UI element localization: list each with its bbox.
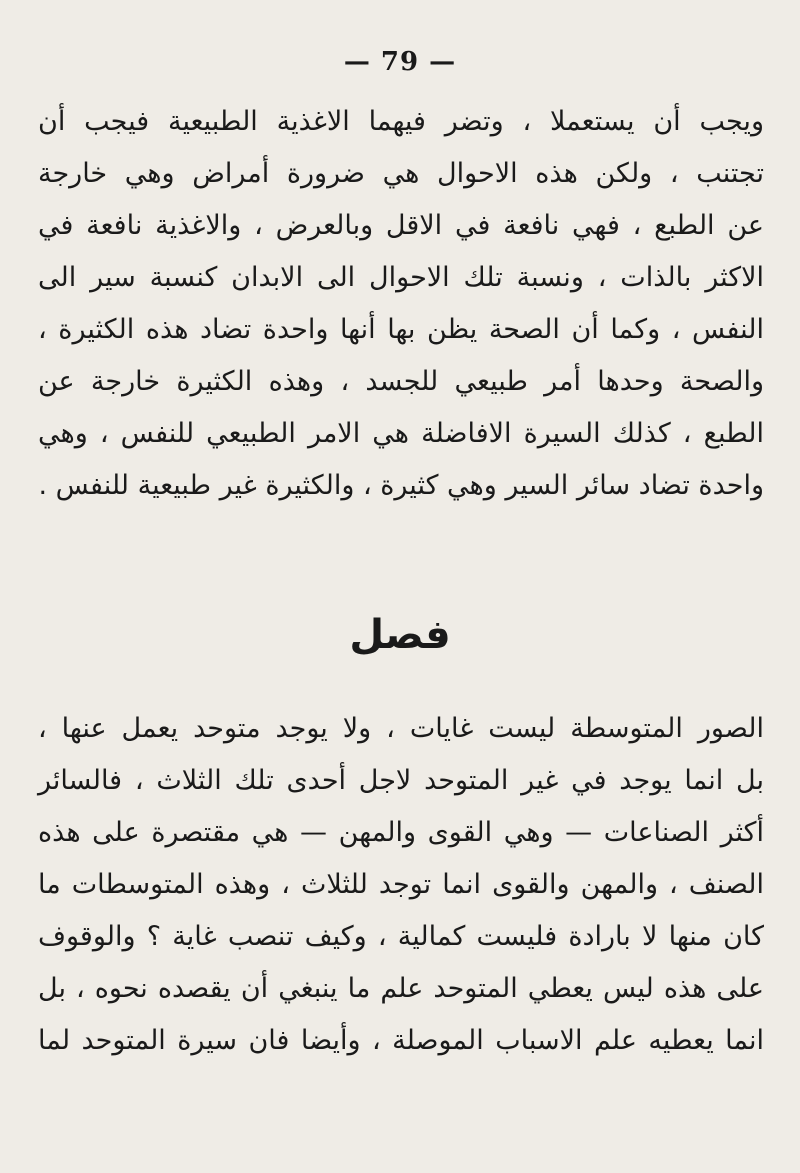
text-line: الصور المتوسطة ليست غايات ، ولا يوجد متوحد يعمل عنها ،: [38, 713, 764, 744]
text-line: انما يعطيه علم الاسباب الموصلة ، وأيضا فان سيرة المتوحد لما: [38, 1025, 764, 1056]
text-line: واحدة تضاد سائر السير وهي كثيرة ، والكثيرة غير طبيعية للنفس .: [38, 470, 764, 501]
text-line: على هذه ليس يعطي المتوحد علم ما ينبغي أن يقصده نحوه ، بل: [38, 973, 764, 1004]
page-number: — 79 —: [343, 47, 457, 77]
paragraph-1: [38, 96, 764, 512]
text-line: ويجب أن يستعملا ، وتضر فيهما الاغذية الطبيعية فيجب أن: [38, 106, 764, 137]
paragraph-2: [38, 703, 764, 1067]
text-line: تجتنب ، ولكن هذه الاحوال هي ضرورة أمراض وهي خارجة: [38, 158, 764, 189]
text-line: كان منها لا بارادة فليست كمالية ، وكيف تنصب غاية ؟ والوقوف: [38, 921, 764, 952]
section-title: فصل: [349, 612, 451, 658]
text-line: عن الطبع ، فهي نافعة في الاقل وبالعرض ، والاغذية نافعة في: [38, 210, 764, 241]
text-line: بل انما يوجد في غير المتوحد لاجل أحدى تلك الثلاث ، فالسائر: [38, 765, 764, 796]
text-line: الطبع ، كذلك السيرة الافاضلة هي الامر الطبيعي للنفس ، وهي: [38, 418, 764, 449]
text-line: النفس ، وكما أن الصحة يظن بها أنها واحدة تضاد هذه الكثيرة ،: [38, 314, 764, 345]
text-line: الاكثر بالذات ، ونسبة تلك الاحوال الى الابدان كنسبة سير الى: [38, 262, 764, 293]
text-line: والصحة وحدها أمر طبيعي للجسد ، وهذه الكثيرة خارجة عن: [38, 366, 764, 397]
text-line: الصنف ، والمهن والقوى انما توجد للثلاث ، وهذه المتوسطات ما: [38, 869, 764, 900]
text-line: أكثر الصناعات — وهي القوى والمهن — هي مقتصرة على هذه: [38, 817, 764, 848]
